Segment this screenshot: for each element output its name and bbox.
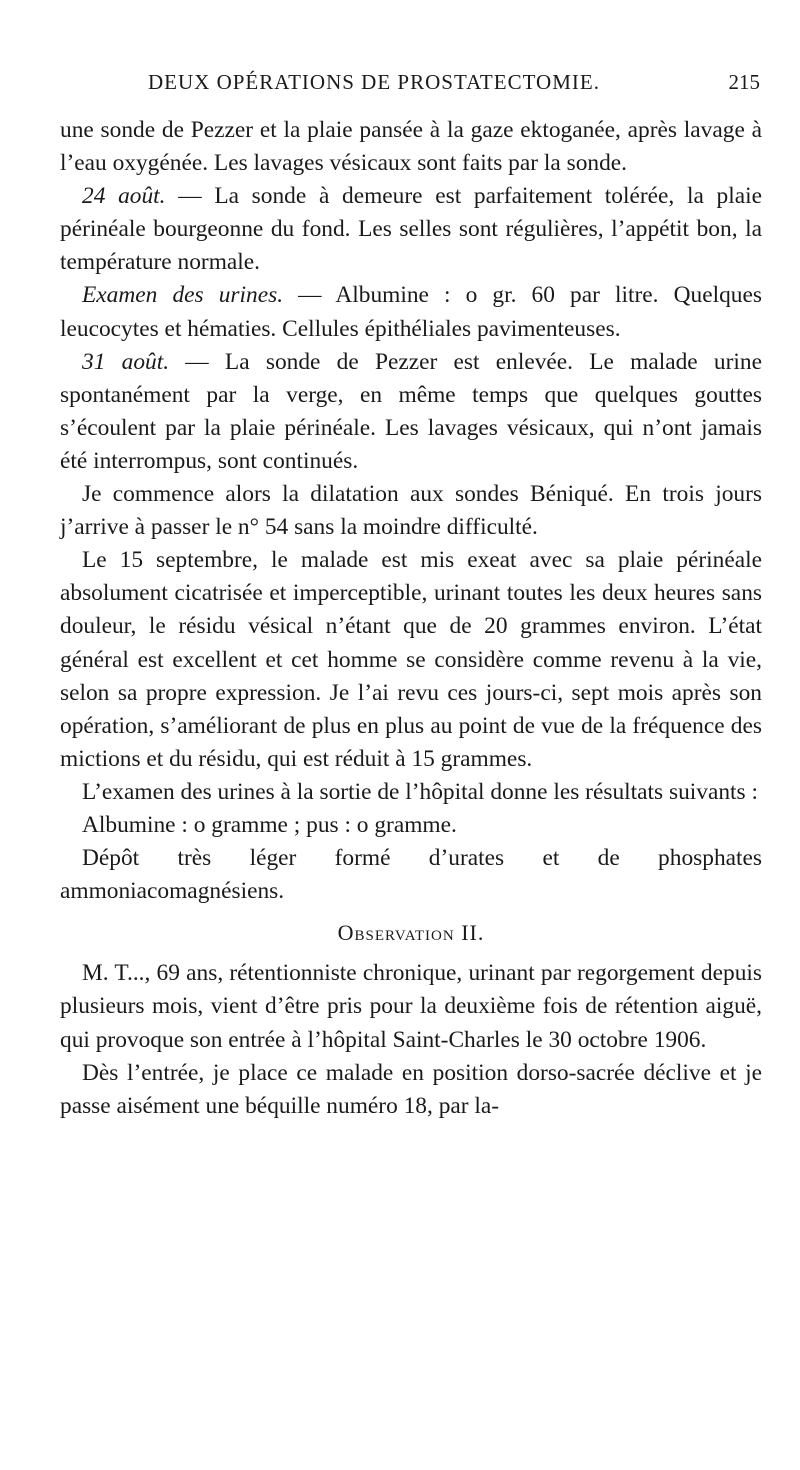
observation-heading: Observation II. <box>337 920 485 946</box>
running-title: DEUX OPÉRATIONS DE PROSTATECTOMIE. <box>148 70 600 94</box>
paragraph-text: — La sonde de Pezzer est enlevée. Le malade urine spontanément par la verge, en même temps que quelques gouttes s’écoulent par la plaie périnéale. Les lavages vésicaux, qui n’ont jamais été interrompus, sont continués. <box>60 348 762 474</box>
paragraph-text: Dès l’entrée, je place ce malade en position dorso-sacrée déclive et je passe aisément une béquille numéro 18, par la- <box>60 1059 762 1119</box>
paragraph <box>60 957 762 1056</box>
paragraph <box>60 279 762 345</box>
paragraph <box>60 776 762 809</box>
paragraph <box>60 544 762 776</box>
paragraph <box>60 842 762 908</box>
paragraph-text: Le 15 septembre, le malade est mis exeat avec sa plaie périnéale absolument cicatrisée et imperceptible, urinant toutes les deux heures sans douleur, le résidu vésical n’étant que de 20 grammes environ. L’état général est excellent et cet homme se considère comme revenu à la vie, selon sa propre expression. Je l’ai revu ces jours-ci, sept mois après son opération, s’améliorant de plus en plus au point de vue de la fréquence des mictions et du résidu, qui est réduit à 15 grammes. <box>60 547 762 772</box>
paragraph <box>60 114 762 180</box>
paragraph-text: Dépôt très léger formé d’urates et de phosphates ammoniacomagnésiens. <box>60 845 762 905</box>
paragraph <box>60 478 762 544</box>
paragraph-text: — Albumine : o gr. 60 par litre. Quelques leucocytes et hématies. Cellules épithéliales pavimenteuses. <box>60 282 762 342</box>
paragraph <box>60 809 762 842</box>
paragraph-text: une sonde de Pezzer et la plaie pansée à la gaze ektoganée, après lavage à l’eau oxygénée. Les lavages vésicaux sont faits par la sonde. <box>60 117 762 177</box>
paragraph <box>60 1057 762 1123</box>
section-label: Examen des urines. <box>82 282 284 309</box>
page-number: 215 <box>728 70 760 94</box>
paragraph-text: M. T..., 69 ans, rétentionniste chronique, urinant par regorgement depuis plusieurs mois, vient d’être pris pour la deuxième fois de rétention aiguë, qui provoque son entrée à l’hôpital Saint-Charles le 30 octobre 1906. <box>60 960 762 1053</box>
body-text <box>60 114 762 1123</box>
running-head <box>60 70 760 106</box>
paragraph-text: Albumine : o gramme ; pus : o gramme. <box>82 811 457 838</box>
paragraph-text: L’examen des urines à la sortie de l’hôpital donne les résultats suivants : <box>82 778 758 805</box>
paragraph-text: Je commence alors la dilatation aux sondes Béniqué. En trois jours j’arrive à passer le n° 54 sans la moindre difficulté. <box>60 481 762 541</box>
date-label: 24 août. <box>82 183 166 210</box>
paragraph <box>60 180 762 279</box>
paragraph-text: — La sonde à demeure est parfaitement tolérée, la plaie périnéale bourgeonne du fond. Les selles sont régulières, l’appétit bon, la température normale. <box>60 183 763 276</box>
paragraph <box>60 346 762 478</box>
date-label: 31 août. <box>82 348 170 375</box>
